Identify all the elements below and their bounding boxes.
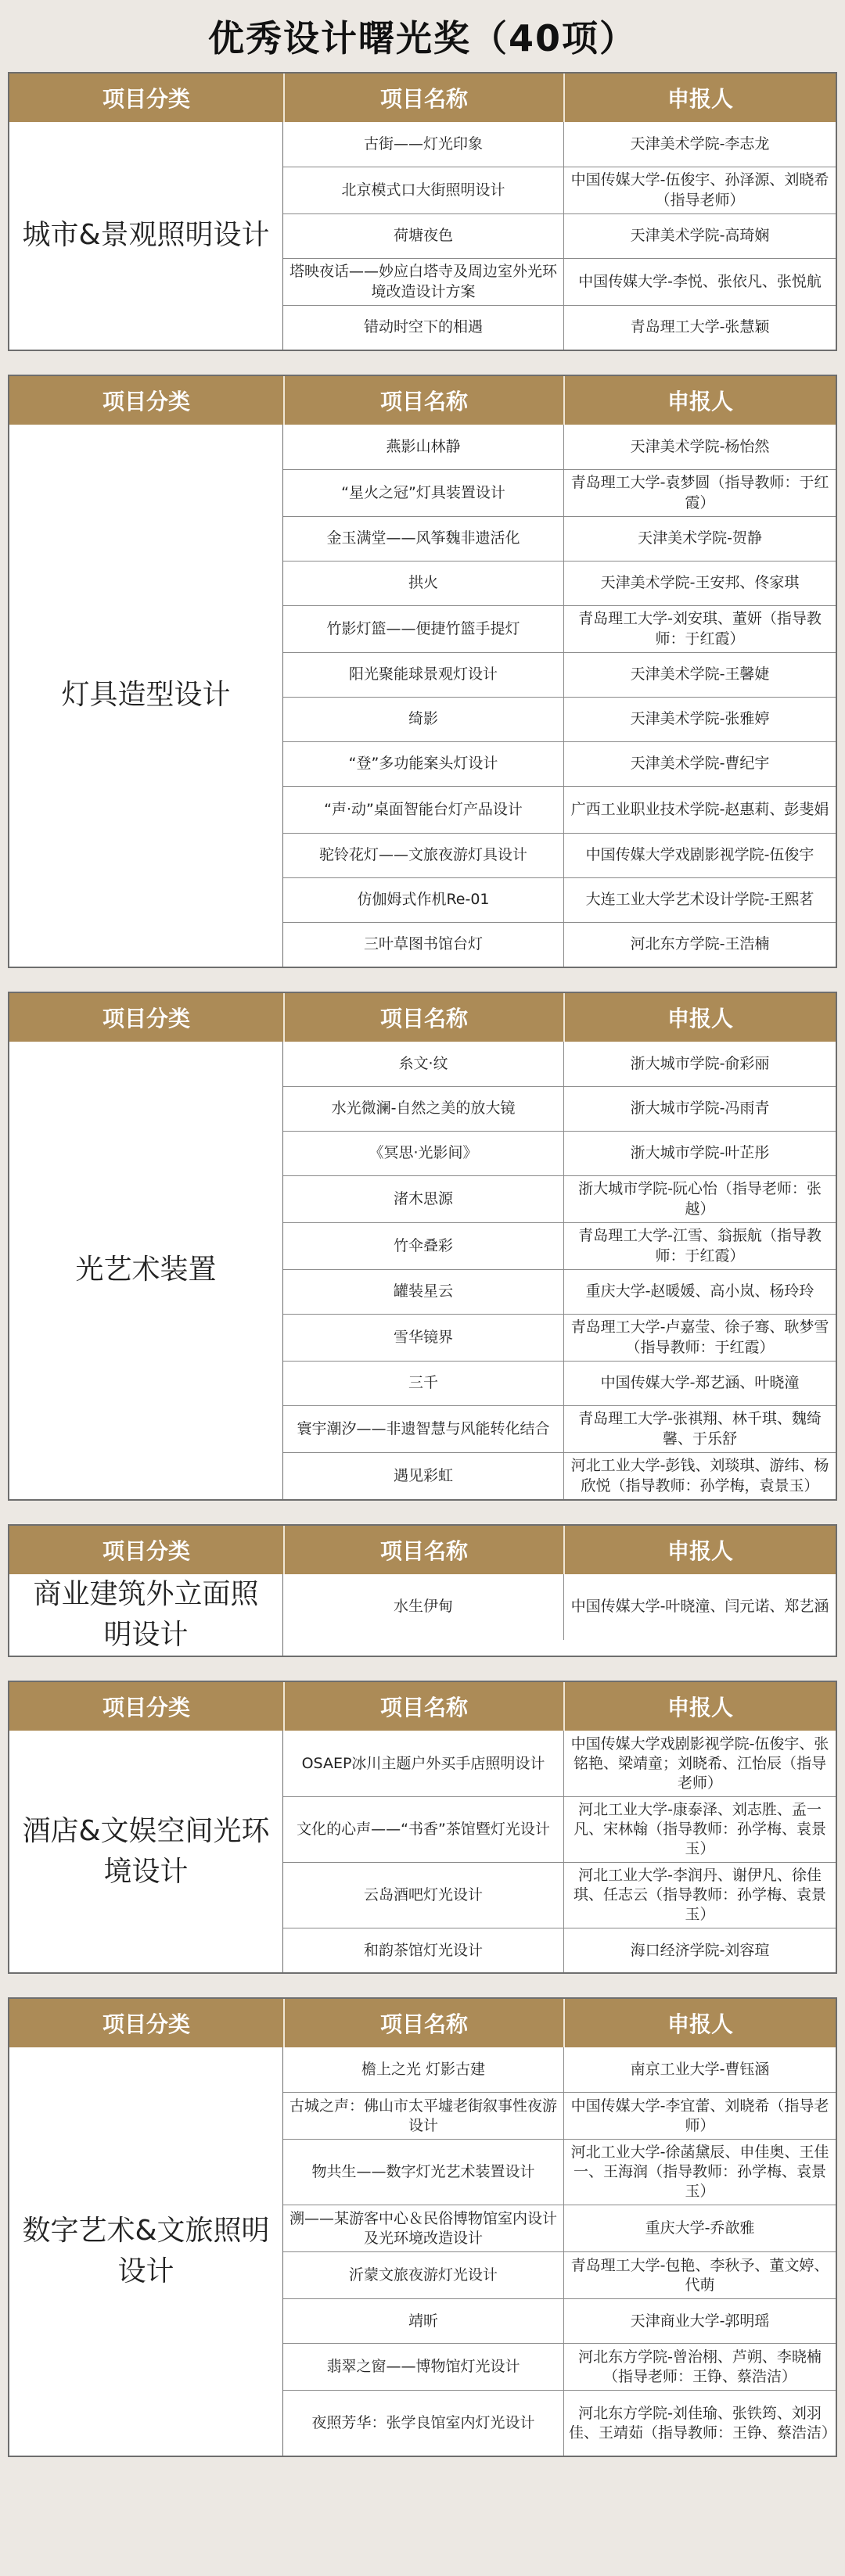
project-name: 水生伊甸 <box>393 1598 453 1616</box>
project-name: 靖昕 <box>408 2312 438 2330</box>
section-body <box>9 425 836 967</box>
header-project: 项目名称 <box>283 1999 563 2047</box>
table-row <box>283 258 836 305</box>
table-header <box>9 1682 836 1731</box>
header-category: 项目分类 <box>102 86 190 112</box>
project-name: 三千 <box>408 1374 438 1392</box>
award-section <box>8 375 837 968</box>
table-row <box>283 652 836 697</box>
applicant-name: 青岛理工大学-江雪、翁振航（指导教师：于红霞） <box>563 1223 836 1269</box>
applicant-name: 海口经济学院-刘容瑄 <box>563 1928 836 1972</box>
project-name: 文化的心声——“书香”茶馆暨灯光设计 <box>297 1821 550 1839</box>
header-applicant: 申报人 <box>563 1999 836 2047</box>
applicant-name: 浙大城市学院-阮心怡（指导老师：张越） <box>563 1176 836 1222</box>
applicant-name: 天津美术学院-曹纪宇 <box>563 742 836 786</box>
award-section <box>8 1524 837 1657</box>
table-row <box>283 1131 836 1175</box>
category-label: 酒店&文娱空间光环境设计 <box>9 1731 283 1972</box>
award-section <box>8 1681 837 1974</box>
table-row <box>283 469 836 516</box>
project-name: 燕影山林静 <box>386 437 461 455</box>
project-name: 寰宇潮汐——非遗智慧与风能转化结合 <box>297 1419 550 1437</box>
project-name: “登”多功能案头灯设计 <box>348 755 498 773</box>
applicant-name: 河北东方学院-王浩楠 <box>563 923 836 967</box>
project-name: 阳光聚能球景观灯设计 <box>348 666 498 683</box>
applicant-name: 中国传媒大学-李悦、张依凡、张悦航 <box>563 259 836 305</box>
project-name: 雪华镜界 <box>393 1328 453 1346</box>
applicant-name: 河北工业大学-李润丹、谢伊凡、徐佳琪、任志云（指导教师：孙学梅、袁景玉） <box>563 1863 836 1928</box>
table-row <box>283 833 836 877</box>
project-name: 沂蒙文旅夜游灯光设计 <box>348 2266 498 2284</box>
award-tables <box>0 72 845 2457</box>
header-applicant: 申报人 <box>563 993 836 1042</box>
applicant-name: 重庆大学-乔歆雅 <box>563 2205 836 2251</box>
table-header <box>9 1999 836 2047</box>
table-row <box>283 122 836 167</box>
header-project: 项目名称 <box>283 74 563 122</box>
table-row <box>283 2139 836 2205</box>
project-name: 《冥思·光影间》 <box>369 1144 478 1162</box>
section-body <box>9 1042 836 1499</box>
project-name: 云岛酒吧灯光设计 <box>363 1886 483 1904</box>
applicant-name: 天津美术学院-李志龙 <box>563 122 836 167</box>
applicant-name: 重庆大学-赵暖媛、高小岚、杨玲玲 <box>563 1270 836 1314</box>
section-body <box>9 1574 836 1656</box>
table-header <box>9 74 836 122</box>
table-row <box>283 561 836 605</box>
applicant-name: 天津美术学院-杨怡然 <box>563 425 836 469</box>
header-category: 项目分类 <box>102 1538 190 1564</box>
category-label: 城市&景观照明设计 <box>9 122 283 350</box>
table-row <box>283 2390 836 2456</box>
section-rows <box>283 425 836 967</box>
header-category: 项目分类 <box>102 1006 190 1031</box>
table-row <box>283 2343 836 2390</box>
project-name: 拱火 <box>408 574 438 592</box>
section-rows <box>283 2047 836 2456</box>
project-name: 驼铃花灯——文旅夜游灯具设计 <box>318 846 527 864</box>
project-name: 金玉满堂——风筝魏非遗活化 <box>326 529 520 547</box>
table-row <box>283 167 836 213</box>
table-row <box>283 786 836 833</box>
applicant-name: 河北工业大学-彭钱、刘琰琪、游纬、杨欣悦（指导教师：孙学梅，袁景玉） <box>563 1453 836 1499</box>
table-row <box>283 1042 836 1086</box>
applicant-name: 河北工业大学-徐菡黛辰、申佳奥、王佳一、王海润（指导教师：孙学梅、袁景玉） <box>563 2140 836 2205</box>
applicant-name: 浙大城市学院-冯雨青 <box>563 1087 836 1131</box>
applicant-name: 天津美术学院-高琦娴 <box>563 214 836 258</box>
table-row <box>283 1086 836 1131</box>
applicant-name: 青岛理工大学-袁梦圆（指导教师：于红霞） <box>563 470 836 516</box>
table-row <box>283 2298 836 2343</box>
applicant-name: 南京工业大学-曹钰涵 <box>563 2047 836 2092</box>
header-applicant: 申报人 <box>563 1682 836 1731</box>
award-section <box>8 1997 837 2457</box>
table-row <box>283 2205 836 2251</box>
section-gap <box>0 968 845 992</box>
header-applicant: 申报人 <box>563 1526 836 1574</box>
award-section <box>8 72 837 351</box>
header-project: 项目名称 <box>283 993 563 1042</box>
table-row <box>283 2251 836 2298</box>
project-name: 荷塘夜色 <box>393 227 453 245</box>
project-name: 古街——灯光印象 <box>363 135 483 152</box>
section-body <box>9 2047 836 2456</box>
applicant-name: 中国传媒大学-郑艺涵、叶晓潼 <box>563 1362 836 1405</box>
header-applicant: 申报人 <box>563 74 836 122</box>
section-gap <box>0 351 845 375</box>
project-name: 罐装星云 <box>393 1283 453 1301</box>
project-name: 北京模式口大街照明设计 <box>341 181 505 199</box>
category-label: 光艺术装置 <box>9 1042 283 1499</box>
header-category: 项目分类 <box>102 389 190 414</box>
table-row <box>283 922 836 967</box>
project-name: OSAEP冰川主题户外买手店照明设计 <box>301 1754 545 1772</box>
section-rows <box>283 1731 836 1972</box>
applicant-name: 中国传媒大学戏剧影视学院-伍俊宇、张铭艳、梁靖童；刘晓希、江怡辰（指导老师） <box>563 1731 836 1796</box>
table-header <box>9 376 836 425</box>
project-name: 绮影 <box>408 710 438 728</box>
table-row <box>283 1314 836 1361</box>
applicant-name: 中国传媒大学-李宜蕾、刘晓希（指导老师） <box>563 2093 836 2139</box>
table-row <box>283 1928 836 1972</box>
project-name: 仿伽姆式作机Re-01 <box>357 891 490 909</box>
section-rows <box>283 1042 836 1499</box>
project-name: 檐上之光 灯影古建 <box>361 2061 486 2079</box>
category-label: 数字艺术&文旅照明设计 <box>9 2047 283 2456</box>
applicant-name: 浙大城市学院-叶芷彤 <box>563 1132 836 1175</box>
table-row <box>283 1574 836 1640</box>
section-gap <box>0 1657 845 1681</box>
project-name: “星火之冠”灯具装置设计 <box>341 483 505 501</box>
table-row <box>283 1222 836 1269</box>
applicant-name: 青岛理工大学-张慧颖 <box>563 306 836 350</box>
table-row <box>283 305 836 350</box>
table-row <box>283 1452 836 1499</box>
applicant-name: 浙大城市学院-俞彩丽 <box>563 1042 836 1086</box>
project-name: 竹影灯篮——便捷竹篮手提灯 <box>326 619 520 637</box>
section-body <box>9 1731 836 1972</box>
project-name: 渚木思源 <box>393 1189 453 1207</box>
project-name: 夜照芳华：张学良馆室内灯光设计 <box>311 2414 535 2432</box>
applicant-name: 河北东方学院-曾治栩、芦朔、李晓楠（指导老师：王铮、蔡浩洁） <box>563 2344 836 2390</box>
header-project: 项目名称 <box>283 1682 563 1731</box>
section-rows <box>283 122 836 350</box>
section-gap <box>0 1974 845 1997</box>
header-applicant: 申报人 <box>563 376 836 425</box>
category-label: 商业建筑外立面照明设计 <box>9 1574 283 1656</box>
project-name: 和韵茶馆灯光设计 <box>363 1941 483 1959</box>
category-label: 灯具造型设计 <box>9 425 283 967</box>
applicant-name: 大连工业大学艺术设计学院-王熙茗 <box>563 878 836 922</box>
applicant-name: 天津美术学院-王安邦、佟家琪 <box>563 561 836 605</box>
project-name: 溯——某游客中心＆民俗博物馆室内设计及光环境改造设计 <box>289 2209 557 2247</box>
applicant-name: 青岛理工大学-卢嘉莹、徐子骞、耿梦雪（指导教师：于红霞） <box>563 1315 836 1361</box>
applicant-name: 青岛理工大学-包艳、李秋予、董文婷、代萌 <box>563 2252 836 2298</box>
table-row <box>283 1405 836 1452</box>
applicant-name: 广西工业职业技术学院-赵惠莉、彭斐娟 <box>563 787 836 833</box>
applicant-name: 中国传媒大学-伍俊宇、孙泽源、刘晓希（指导老师） <box>563 167 836 213</box>
project-name: 遇见彩虹 <box>393 1466 453 1484</box>
project-name: 翡翠之窗——博物馆灯光设计 <box>326 2358 520 2376</box>
header-project: 项目名称 <box>283 376 563 425</box>
section-body <box>9 122 836 350</box>
table-row <box>283 213 836 258</box>
applicant-name: 河北东方学院-刘佳瑜、张铁筠、刘羽佳、王靖茹（指导教师：王铮、蔡浩洁） <box>563 2391 836 2456</box>
table-row <box>283 1796 836 1862</box>
project-name: 竹伞叠彩 <box>393 1236 453 1254</box>
table-row <box>283 1269 836 1314</box>
applicant-name: 中国传媒大学-叶晓潼、闫元诺、郑艺涵 <box>563 1574 836 1640</box>
applicant-name: 天津美术学院-贺静 <box>563 517 836 561</box>
section-rows <box>283 1574 836 1656</box>
table-row <box>283 1175 836 1222</box>
section-gap <box>0 1501 845 1524</box>
header-category: 项目分类 <box>102 1695 190 1721</box>
project-name: 物共生——数字灯光艺术装置设计 <box>311 2163 535 2181</box>
table-row <box>283 741 836 786</box>
project-name: 塔映夜话——妙应白塔寺及周边室外光环境改造设计方案 <box>289 263 557 300</box>
table-row <box>283 877 836 922</box>
table-header <box>9 1526 836 1574</box>
applicant-name: 河北工业大学-康泰泽、刘志胜、孟一凡、宋林翰（指导教师：孙学梅、袁景玉） <box>563 1797 836 1862</box>
award-section <box>8 992 837 1501</box>
applicant-name: 青岛理工大学-张祺翔、林千琪、魏绮馨、于乐舒 <box>563 1406 836 1452</box>
table-row <box>283 1361 836 1405</box>
table-row <box>283 1862 836 1928</box>
table-row <box>283 1731 836 1796</box>
project-name: 错动时空下的相遇 <box>363 318 483 336</box>
project-name: 糸文·纹 <box>398 1054 448 1072</box>
applicant-name: 天津美术学院-王馨婕 <box>563 653 836 697</box>
page-title: 优秀设计曙光奖（40项） <box>207 17 637 59</box>
table-row <box>283 2047 836 2092</box>
applicant-name: 天津美术学院-张雅婷 <box>563 698 836 741</box>
table-row <box>283 605 836 652</box>
applicant-name: 青岛理工大学-刘安琪、董妍（指导教师：于红霞） <box>563 606 836 652</box>
table-row <box>283 425 836 469</box>
project-name: 水光微澜-自然之美的放大镜 <box>331 1100 516 1118</box>
table-row <box>283 516 836 561</box>
header-category: 项目分类 <box>102 2011 190 2038</box>
table-header <box>9 993 836 1042</box>
applicant-name: 中国传媒大学戏剧影视学院-伍俊宇 <box>563 834 836 877</box>
table-row <box>283 2092 836 2139</box>
table-row <box>283 697 836 741</box>
project-name: 三叶草图书馆台灯 <box>363 935 483 953</box>
project-name: “声·动”桌面智能台灯产品设计 <box>324 800 523 818</box>
header-project: 项目名称 <box>283 1526 563 1574</box>
applicant-name: 天津商业大学-郭明瑶 <box>563 2299 836 2343</box>
project-name: 古城之声：佛山市太平墟老街叙事性夜游设计 <box>289 2097 557 2134</box>
